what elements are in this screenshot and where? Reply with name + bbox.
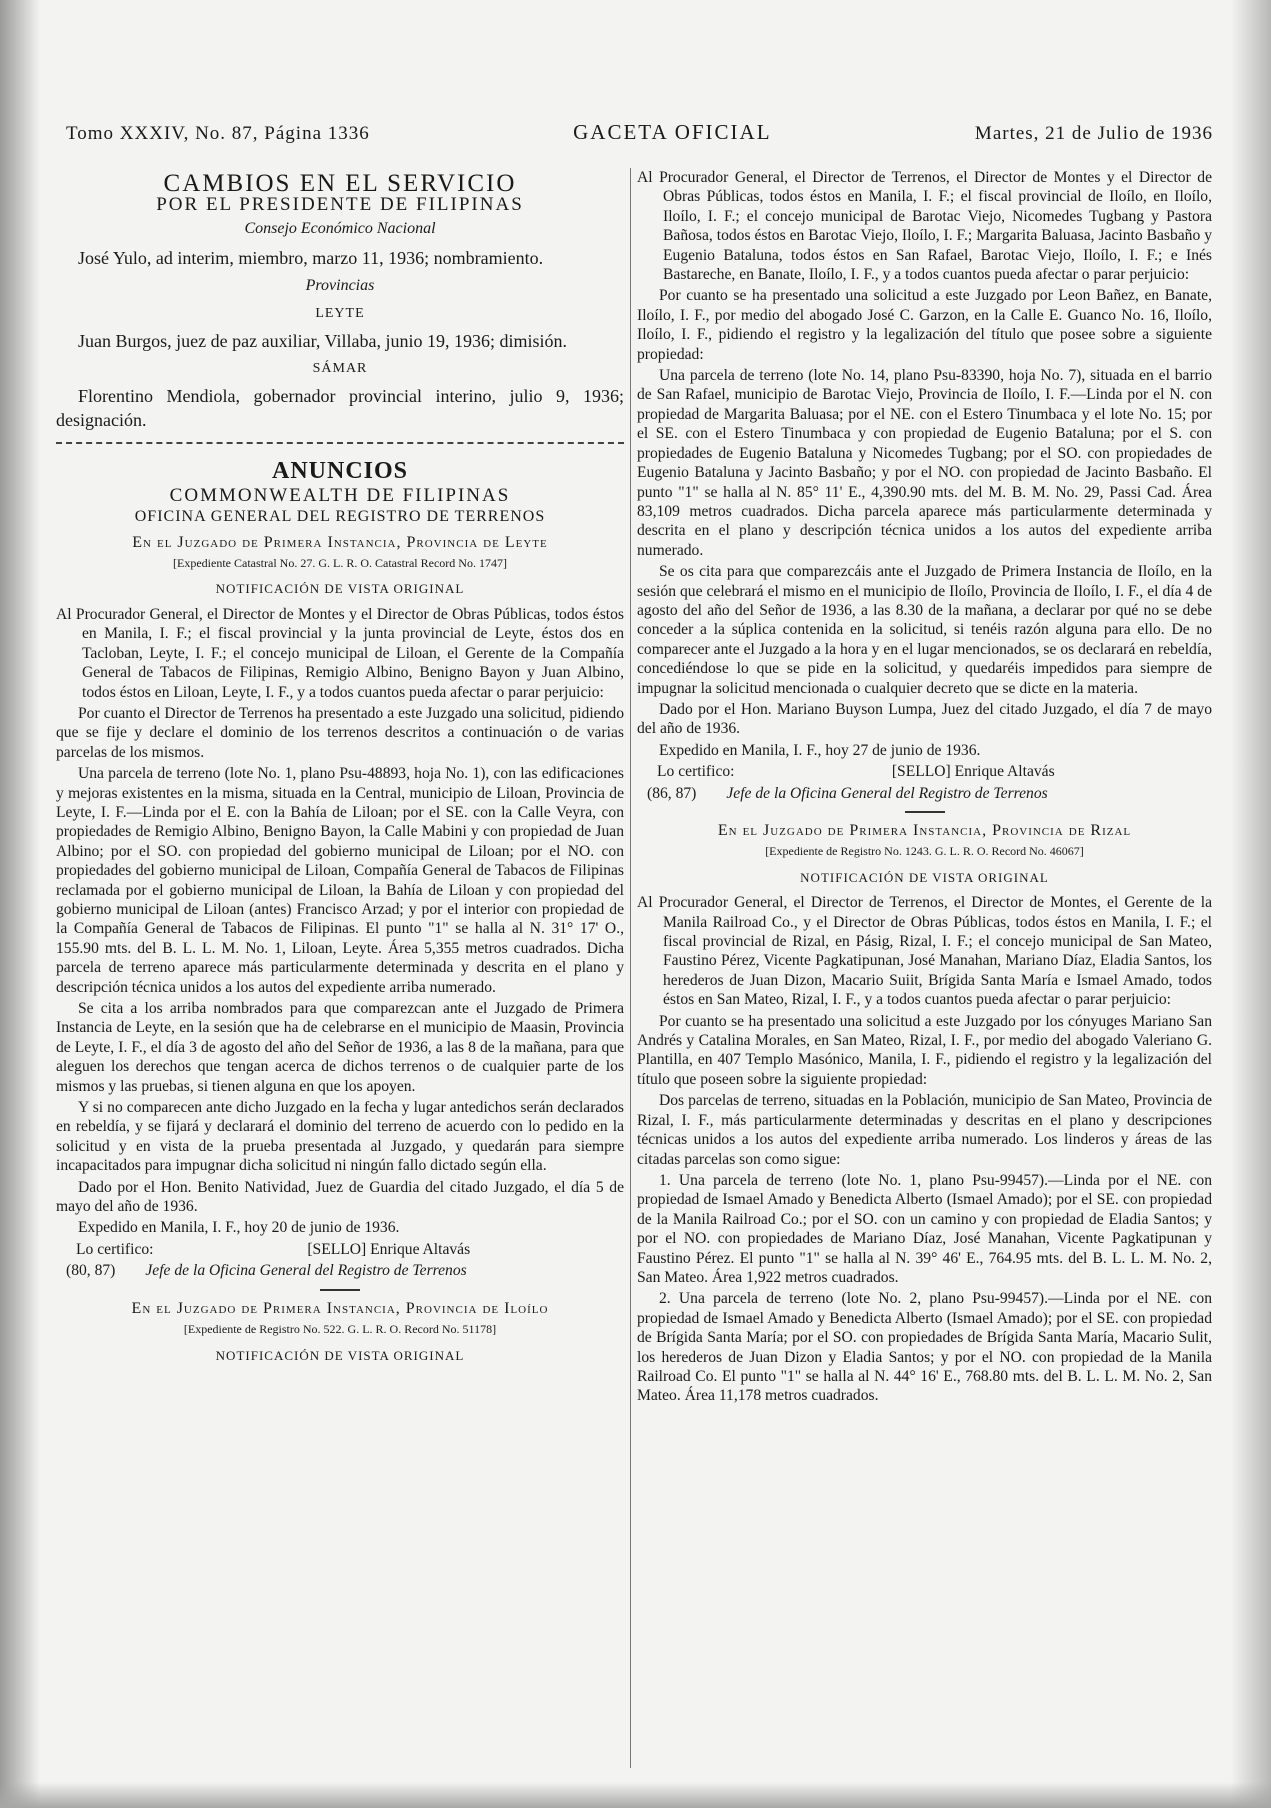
gazette-title: GACETA OFICIAL [573,120,772,144]
leyte-seal-signer: [SELLO] Enrique Altavás [307,1240,471,1258]
leyte-addressees: Al Procurador General, el Director de Montes y el Director de Obras Públicas, todos éstos en Manila, I. F.; el fiscal provincial y la junta provincial de Leyte, éstos dos en Tacloban, Leyte, I. F.; el concejo municipal de Liloan, el Gerente de la Compañía General de Tabacos de Filipinas, Remigio Albino, Benigno Bayon y Juan Albino, todos éstos en Liloan, Leyte, I. F., y a todos cuantos pueda afectar o parar perjuicio: [56,605,624,701]
samar-heading: SÁMAR [312,361,368,377]
rizal-parcel-2: 2. Una parcela de terreno (lote No. 2, plano Psu-99457).—Linda por el NE. con propiedad de Ismael Amado y Benedicta Alberto (Ismael Amado); por el SE. con propiedad de Brígida Santa María; por el SO. con propiedades de Brígida Santa María, Macario Sulit, los herederos de Juan Dizon y Eladia Santos; y por el NO. con propiedad de la Manila Railroad Co. El punto "1" se halla al N. 44° 16' E., 768.80 mts. del B. L. L. M. No. 2, San Mateo. Área 11,178 metros cuadrados. [637,1290,1212,1405]
rizal-parcel-1: 1. Una parcela de terreno (lote No. 1, plano Psu-99457).—Linda por el NE. con propiedad de Ismael Amado y Benedicta Alberto (Ismael Amado); por el SE. con propiedad de la Manila Railroad Co.; por el SO. con un camino y con propiedad de Eladia Santos; y por el NO. con propiedades de Mariano Díaz, José Manahan, Vicente Pagkatipunan y Faustino Pérez. El punto "1" se halla al N. 39° 46' E., 764.95 mts. del B. L. L. M. No. 2, San Mateo. Área 1,922 metros cuadrados. [637,1171,1212,1286]
appointment-yulo: José Yulo, ad interim, miembro, marzo 11, 1936; nombramiento. [78,248,544,269]
section-divider [56,442,624,444]
iloilo-addressees: Al Procurador General, el Director de Terrenos, el Director de Montes y el Director de Obras Públicas, todos éstos en Manila, I. F.; el fiscal provincial de Iloílo, en Iloílo, Iloílo, I. F.; el concejo municipal de Barotac Viejo, Nicomedes Tugbang y Pastora Bañosa, todos éstos en Barotac Viejo, Iloílo, I. F.; Margarita Baluasa, Jacinto Basbaño y Eugenio Bataluna, todos éstos en San Rafael, Barotac Viejo, Iloílo, I. F.; e Inés Bastareche, en Banate, Iloílo, I. F., y a todos cuantos pueda afectar o parar perjuicio: [637,169,1212,284]
leyte-numbers: (80, 87) [66,1262,116,1280]
iloilo-citation: Se os cita para que comparezcáis ante el Juzgado de Primera Instancia de Iloílo, en la sesión que celebrará el mismo en el municipio de Iloílo, Provincia de Iloílo, I. F., el día 4 de agosto del año del Señor de 1936, a las 8.30 de la mañana, a declarar por qué no se debe conceder a la súplica contenida en la solicitud, si tenéis razón alguna para ello. De no comparecer ante el Juzgado a la hora y en el lugar mencionados, se os declarará en rebeldía, concediéndose lo que se pide en la solicitud, y quedaréis impedidos para siempre de impugnar la solicitud mencionada o cualquier decreto que se dicte en la materia. [637,563,1212,697]
iloilo-court-heading: En el Juzgado de Primera Instancia, Provincia de Iloílo [131,1299,549,1317]
leyte-default-warning: Y si no comparecen ante dicho Juzgado en la fecha y lugar antedichos serán declarados en rebeldía, y se fijará y declarará el dominio del terreno de acuerdo con lo pedido en la solicitud y en vista de la prueba presentada al Juzgado, y quedarán para siempre incapacitados para impugnar dicha solicitud ni ningún fallo dictado según ella. [56,1099,624,1175]
iloilo-numbers: (86, 87) [647,784,697,802]
bottom-edge-grain [0,1782,1271,1808]
notice-divider [320,1289,360,1291]
notice-divider [905,811,945,813]
iloilo-signature-line [637,762,1212,781]
provincias-heading: Provincias [305,277,375,295]
rizal-notification-title: NOTIFICACIÓN DE VISTA ORIGINAL [800,869,1049,885]
leyte-paragraph: Por cuanto el Director de Terrenos ha presentado a este Juzgado una solicitud, pidiendo que se fije y declare el dominio de los terrenos descritos a continuación o de varias parcelas de los mismos. [56,704,624,761]
rizal-paragraph: Por cuanto se ha presentado una solicitud a este Juzgado por los cónyuges Mariano San Andrés y Catalina Morales, en San Mateo, Rizal, I. F., por medio del abogado Valeriano G. Plantilla, en 407 Templo Masónico, Manila, I. F., pidiendo el registro y la legalización del título que poseen sobre la siguiente propiedad: [637,1012,1212,1088]
cambios-title: CAMBIOS EN EL SERVICIO [163,170,517,197]
iloilo-notification-title: NOTIFICACIÓN DE VISTA ORIGINAL [215,1347,465,1363]
leyte-certifico: Lo certifico: [76,1240,154,1258]
leyte-citation: Se cita a los arriba nombrados para que comparezcan ante el Juzgado de Primera Instancia de Leyte, en la sesión que ha de celebrarse en el municipio de Maasin, Provincia de Leyte, I. F., el día 3 de agosto del año del Señor de 1936, a las 8 de la mañana, para que aleguen los derechos que tengan acerca de dichos terrenos o de cualquier parte de los mismos y las pruebas, si tienen alguna en que los apoyen. [56,1000,624,1095]
leyte-signature-line [56,1240,624,1259]
leyte-signer-title [56,1261,624,1280]
rizal-addressees: Al Procurador General, el Director de Terrenos, el Director de Montes, el Gerente de la Manila Railroad Co., y el Director de Obras Públicas, todos éstos en Manila, I. F.; el fiscal provincial de Rizal, en Pásig, Rizal, I. F.; el concejo municipal de San Mateo, Faustino Pérez, Vicente Pagkatipunan, José Manahan, Mariano Díaz, Eladia Santos, los herederos de Juan Dizon, Macario Suiit, Brígida Santa María e Ismael Amado, todos éstos en San Mateo, Rizal, I. F., y a todos cuantos pueda afectar o parar perjuicio: [637,894,1212,1009]
column-divider [630,168,631,1768]
iloilo-certifico: Lo certifico: [657,763,735,781]
right-column [637,168,1212,1408]
iloilo-parcel-description: Una parcela de terreno (lote No. 14, plano Psu-83390, hoja No. 7), situada en el barrio de San Rafael, municipio de Barotac Viejo, Provincia de Iloílo, I. F.—Linda por el N. con propiedad de Margarita Baluasa; por el NE. con el Estero Tinumbaca y el lote No. 15; por el SE. con el Estero Tinumbaca y con propiedad de Eugenio Bataluna; por el S. con propiedades de Eugenio Bataluna y Nicomedes Tugbang; por el SO. con propiedades de Eugenio Bataluna y Jacinto Basbaño; y por el NO. con propiedad de Jacinto Basbaño. El punto "1" se halla al N. 85° 11' E., 4,390.90 mts. del M. B. M. No. 29, Passi Cad. Área 83,109 metros cuadrados. Dicha parcela aparece más particularmente determinada y descrita en el plano y descripción técnica unidos a los autos del expediente arriba numerado. [637,367,1212,559]
rizal-expediente: [Expediente de Registro No. 1243. G. L. R. O. Record No. 46067] [765,844,1084,859]
anuncios-title: ANUNCIOS [271,458,408,485]
leyte-notification-title: NOTIFICACIÓN DE VISTA ORIGINAL [215,581,465,597]
iloilo-expediente: [Expediente de Registro No. 522. G. L. R. O. Record No. 51178] [183,1322,497,1337]
page-header [66,120,1213,145]
leyte-expediente: [Expediente Catastral No. 27. G. L. R. O. Catastral Record No. 1747] [173,556,507,571]
leyte-parcel-description: Una parcela de terreno (lote No. 1, plano Psu-48893, hoja No. 1), con las edificaciones y mejoras existentes en la misma, situada en la Central, municipio de Liloan, Provincia de Leyte, I. F.—Linda por el E. con la Bahía de Liloan; por el SE. con la Calle Veyra, con propiedades de Remigio Albino, Benigno Bayon, la Calle Mabini y con propiedad de Juan Albino; por el SO. con propiedad del gobierno municipal de Liloan; por el NO. con propiedades del gobierno municipal de Liloan, Compañía General de Tabacos de Filipinas reclamada por el gobierno municipal de Liloan, la Bahía de Liloan y con propiedad del gobierno municipal de Liloan (antes) Francisco Arzad; y por el interior con propiedad de la Compañía General de Tabacos de Filipinas. El punto "1" se halla al N. 31° 17' O., 155.90 mts. del B. L. L. M. No. 1, Liloan, Leyte. Área 5,355 metros cuadrados. Dicha parcela de terreno aparece más particularmente determinada y descrita en el plano y descripción técnica unidos a los autos del expediente arriba numerado. [56,765,624,996]
leyte-given-by: Dado por el Hon. Benito Natividad, Juez de Guardia del citado Juzgado, el día 5 de mayo del año de 1936. [56,1178,624,1216]
right-edge-grain [1231,0,1271,1808]
iloilo-issued: Expedido en Manila, I. F., hoy 27 de junio de 1936. [659,741,981,759]
leyte-issued: Expedido en Manila, I. F., hoy 20 de junio de 1936. [78,1219,400,1237]
leyte-court-heading: En el Juzgado de Primera Instancia, Provincia de Leyte [132,533,548,551]
rizal-court-heading: En el Juzgado de Primera Instancia, Provincia de Rizal [717,822,1132,839]
iloilo-signer-title [637,784,1212,803]
commonwealth-heading: COMMONWEALTH DE FILIPINAS [169,484,511,506]
appointment-burgos: Juan Burgos, juez de paz auxiliar, Villaba, junio 19, 1936; dimisión. [78,331,567,352]
left-column [56,168,624,1371]
appointment-mendiola: Florentino Mendiola, gobernador provincial interino, julio 9, 1936; designación. [56,386,624,431]
iloilo-jefe: Jefe de la Oficina General del Registro de Terrenos [726,784,1048,802]
volume-info: Tomo XXXIV, No. 87, Página 1336 [66,123,370,144]
consejo-heading: Consejo Económico Nacional [244,219,436,237]
rizal-parcels-intro: Dos parcelas de terreno, situadas en la Población, municipio de San Mateo, Provincia de Rizal, I. F., más particularmente determinadas y descritas en el plano y descripciones técnicas unidos a los autos del expediente arriba numerado. Los linderos y áreas de las citadas parcelas son como sigue: [637,1092,1212,1168]
iloilo-seal-signer: [SELLO] Enrique Altavás [891,763,1055,781]
leyte-heading: LEYTE [315,305,365,321]
iloilo-paragraph: Por cuanto se ha presentado una solicitud a este Juzgado por Leon Bañez, en Banate, Iloílo, I. F., por medio del abogado José C. Garzon, en la Calle E. Guanco No. 16, Iloílo, Iloílo, I. F., pidiendo el registro y la legalización del título que posee sobre a siguiente propiedad: [637,287,1212,363]
iloilo-given-by: Dado por el Hon. Mariano Buyson Lumpa, Juez del citado Juzgado, el día 7 de mayo del año de 1936. [637,700,1212,738]
left-edge-grain [0,0,40,1808]
leyte-jefe: Jefe de la Oficina General del Registro de Terrenos [145,1262,467,1280]
cambios-subtitle: POR EL PRESIDENTE DE FILIPINAS [156,194,524,216]
issue-date: Martes, 21 de Julio de 1936 [974,123,1213,144]
oficina-heading: OFICINA GENERAL DEL REGISTRO DE TERRENOS [134,508,546,526]
